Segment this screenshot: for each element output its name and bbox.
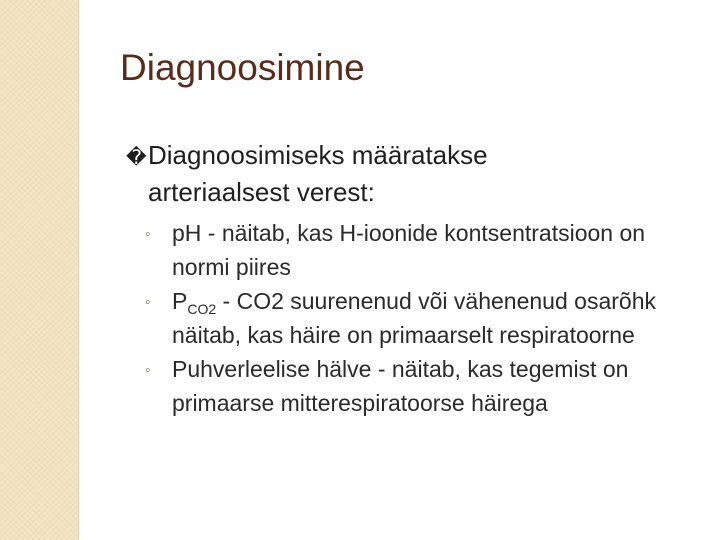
main-bullet (126, 138, 706, 209)
sub-bullet-buffer-base (145, 354, 706, 418)
sub-bullet-pco2 (145, 286, 706, 350)
sub-bullet-list (126, 218, 706, 418)
sub-bullet-text: pH - näitab, kas H-ioonide kontsentratsioon on normi piires (172, 220, 646, 280)
pco2-subscript: CO2 (187, 301, 217, 317)
sub-bullet-marker-icon: ◦ (145, 362, 151, 379)
sub-bullet-text: - CO2 suurenenud või vähenenud osarõhk näitab, kas häire on primaarselt respiratoorne (172, 288, 656, 348)
bullet-glyph-icon: � (126, 147, 147, 169)
pco2-symbol: P (172, 288, 188, 314)
slide-content (126, 138, 706, 422)
sub-bullet-marker-icon: ◦ (145, 226, 151, 243)
decorative-side-panel (0, 0, 78, 540)
main-bullet-text-line2: arteriaalsest verest: (148, 177, 375, 207)
slide-title: Diagnoosimine (120, 47, 365, 88)
sub-bullet-text: Puhverleelise hälve - näitab, kas tegemist on primaarse mitterespiratoorse häirega (172, 356, 629, 416)
side-panel-divider (78, 0, 79, 540)
sub-bullet-ph (145, 218, 706, 282)
sub-bullet-marker-icon: ◦ (145, 294, 151, 311)
main-bullet-text-line1: Diagnoosimiseks määratakse (148, 140, 488, 170)
